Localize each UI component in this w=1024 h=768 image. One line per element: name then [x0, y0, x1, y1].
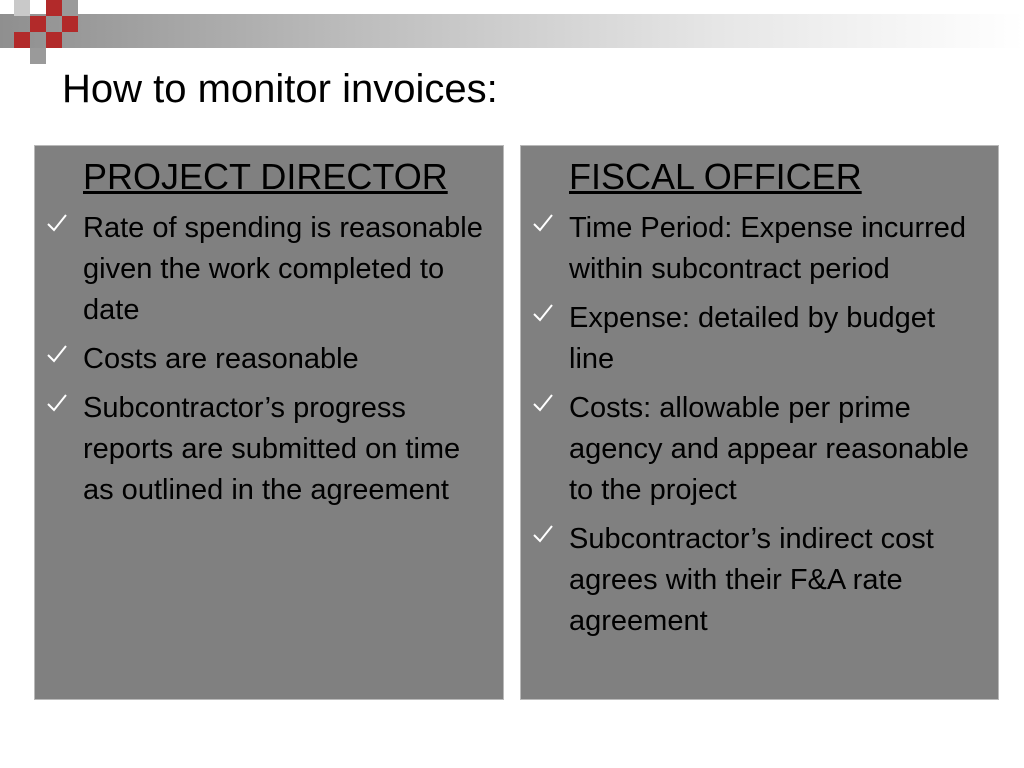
- list-item: [43, 388, 491, 511]
- list-item-text: Time Period: Expense incurred within subcontract period: [569, 212, 967, 285]
- checkmark-icon: [531, 211, 555, 235]
- checklist: [43, 208, 491, 519]
- list-item-text: Subcontractor’s progress reports are submitted on time as outlined in the agreement: [83, 392, 461, 506]
- list-item: [529, 298, 986, 380]
- checkmark-icon: [531, 301, 555, 325]
- fiscal-officer-panel: [520, 145, 999, 700]
- checkmark-icon: [45, 391, 69, 415]
- list-item-text: Costs are reasonable: [83, 343, 359, 375]
- slide-title: How to monitor invoices:: [62, 67, 498, 111]
- list-item: [43, 208, 491, 331]
- list-item-text: Subcontractor’s indirect cost agrees with their F&A rate agreement: [569, 523, 934, 637]
- list-item-text: Costs: allowable per prime agency and appear reasonable to the project: [569, 392, 969, 506]
- list-item: [529, 388, 986, 511]
- list-item-text: Rate of spending is reasonable given the work completed to date: [83, 212, 483, 326]
- checkmark-icon: [531, 391, 555, 415]
- panel-heading: FISCAL OFFICER: [569, 156, 862, 197]
- header-gradient-bar: [0, 14, 1024, 48]
- list-item: [529, 519, 986, 642]
- project-director-panel: [34, 145, 504, 700]
- list-item-text: Expense: detailed by budget line: [569, 302, 935, 375]
- list-item: [43, 339, 491, 380]
- checklist: [529, 208, 986, 650]
- list-item: [529, 208, 986, 290]
- checkmark-icon: [531, 522, 555, 546]
- checkmark-icon: [45, 342, 69, 366]
- checkmark-icon: [45, 211, 69, 235]
- checkered-logo: [0, 0, 80, 64]
- panel-heading: PROJECT DIRECTOR: [83, 156, 448, 197]
